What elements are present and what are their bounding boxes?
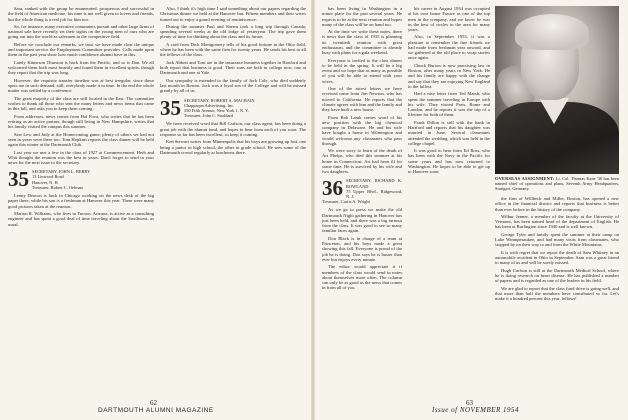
paragraph: We are glad to report that the class fund drive is going well, and that more than half the members have contributed so far. Let's make it a hundred percent this year, fellows!	[495, 285, 619, 302]
paragraph: A card from Dick Montgomery tells of his good fortune in the Ohio field, where he has been with the same firm for twenty years. He sends his best to all the fellows of the class.	[160, 41, 306, 58]
page-number: 63	[466, 399, 473, 407]
class-entry-header	[8, 169, 154, 190]
right-page	[314, 0, 628, 420]
class-entry-header	[160, 98, 306, 119]
paragraph: Lenny Deacon is back in Chicago working on the news desk of the big paper there, while his son is a freshman at Hanover this year. There were many good pictures taken at the reunion.	[8, 193, 154, 209]
paragraph: George Tyler and family spent the summer at their camp on Lake Winnipesaukee, and had many visits from classmates, who stopped by on their way to and from the White Mountains.	[495, 231, 619, 248]
paragraph: During the summer Paul and Sherm took a long trip through Canada, spending several weeks at the old lodge of yesteryear. The trip gave them plenty of time for thinking about the class and its future.	[160, 23, 306, 40]
paragraph: At the time we write these notes, there is news that the class of 1935 is planning its twentieth reunion with great enthusiasm, and the committee is already busy with plans for a gala weekend.	[322, 29, 402, 56]
entry-line: Treasurer, John C. Stoddard	[184, 113, 234, 119]
paragraph: the firm of Willbeck and Miller, Boston, has opened a new office in the financial district and reports that business is better than ever before in the history of the company.	[495, 196, 619, 212]
photo-hair	[515, 14, 589, 50]
portrait-photo	[495, 6, 619, 174]
entry-line: Treasurer, Robert C. Oelman	[32, 184, 83, 190]
page-number: 62	[150, 399, 157, 407]
class-year-number: 36	[322, 178, 343, 201]
paragraph: Don Black is in charge of a team at Princeton, and his boys made a great showing this fall. Everyone is proud of the job he is doing. Don says he is busier than ever but enjoys every minute.	[322, 235, 402, 262]
entry-line: Treasurer, Curtis A. Wright	[322, 199, 370, 205]
entry-line: SECRETARY, ROBERT A. MACBAIN	[184, 97, 255, 103]
magazine-footer: DARTMOUTH ALUMNI MAGAZINE	[98, 407, 214, 414]
entry-line: 75 Upper Blvd., Ridgewood, N. J.	[346, 188, 402, 200]
paragraph: So, for instance, many executive commuters pursuit and other large firms of national sale have recently set their sights on the young men of ours who are going out into the world as salesmen in the competitive field.	[8, 23, 154, 40]
paragraph: Marion R. Williams, who lives in Tucson, Arizona, is active as a consulting engineer and has spent a good deal of time traveling about the Southwest, as usual.	[8, 211, 154, 227]
paragraph: Hugh Carlson is still at the Dartmouth Medical School, where he is doing research on heart disease. He has published a number of papers and is regarded as one of the leaders in his field.	[495, 267, 619, 284]
entry-line: Chappaqua Advertising, Inc.	[184, 102, 235, 108]
paragraph: Chuck Burton is now practicing law in Boston, after many years in New York. He and his family are happy with the change and say that they are enjoying New England to the fullest.	[408, 62, 490, 89]
entry-line: Hanover, N. H.	[32, 179, 59, 185]
paragraph: Frank Dillon is still with the bank in Hartford and reports that his daughter was married in June. Several classmates attended the wedding, which was held in the college chapel.	[408, 119, 490, 146]
paragraph: Sara, ranked with the group he enumerated, prosperous and successful in the field of American medicine; his time is not well given to lovers and friends, but the whole thing is a real job for him too.	[8, 6, 154, 22]
paragraph: However, the requisite transfer timeline was at best irregular, since these spots are in such demand; still, everybody made it in time. In the end the whole matter was settled by a conference.	[8, 77, 154, 94]
paragraph: Saw Lew and Judy at the Homecoming game; plenty of others we had not seen in years were there too. Tom Hopkins reports the class dinner will be held again this winter at the Dartmouth Club.	[8, 131, 154, 148]
paragraph: Before we conclude our remarks, we trust we have made clear the unique and important service the Employment Committee provides. Calls made upon them in the past year show how much confidence alumni have in this.	[8, 41, 154, 58]
paragraph: The editor would appreciate it if members of the class would send in notes about themselves more often. The column can only be as good as the news that comes in from all of you.	[322, 264, 402, 291]
paragraph: Wilbur Jenner, a member of the faculty at the University of Vermont, has been named head of the department of English. He has been at Burlington since 1940 and is well known.	[495, 213, 619, 230]
entry-line: 350 Fifth Avenue, New York 1, N. Y.	[184, 107, 249, 113]
photo-caption	[495, 176, 619, 191]
caption-text: Lt. Col. Thomas Kane '36 has been named chief of operations and plans, Seventh Army Headquarters, Stuttgart, Germany.	[495, 176, 619, 192]
entry-line: SECRETARY, RICHARD K. ROWLAND	[346, 178, 402, 189]
paragraph: Had a nice letter from Ted Marsh, who spent the summer traveling in Europe with his wife. They visited Paris, Rome and London, and he reports it was the trip of a lifetime for both of them.	[408, 91, 490, 118]
paragraph: Jack Abbott and Tom are in the insurance business together in Hartford and both report that business is good. Their sons are both in college now, one at Dartmouth and one at Yale.	[160, 59, 306, 76]
paragraph: The great majority of the class are still located in the East. The committee wishes to thank all those who sent the many letters and news items that came in this fall, and asks you to keep them coming.	[8, 95, 154, 112]
paragraph: Last year we met a few in the class of 1927 at Commencement. Herb and Whit thought the reunion was the best in years. Don't forget to send in your news for the next issue to the secretary.	[8, 149, 154, 165]
class-entry-header	[322, 178, 402, 204]
paragraph: his career in August 1934 was occupied at his own home France as one of the top men in the company, and we know he was in the best of circles in the area for many years.	[408, 6, 490, 32]
paragraph: From addresses, news comes from Hal Frost, who writes that he has been retiring as an active partner, though still living in New Hampshire, writes that his family visited the campus this summer.	[8, 113, 154, 130]
paragraph: Everyone is invited to the class dinner to be held in the spring. It will be a big event and we hope that as many as possible of you will be able to attend with your wives.	[322, 57, 402, 84]
left-column-2	[160, 6, 306, 378]
paragraph: From Bob Lamb comes word of his new position with the big chemical company in Delaware. He and his wife have bought a home in Wilmington and would welcome any classmates who pass through.	[322, 114, 402, 146]
right-column-1	[322, 6, 402, 378]
paragraph: It is with regret that we report the death of Sam Whitney in an automobile accident in Ohio in September. Sam was a great friend to many of us and will be sorely missed.	[495, 249, 619, 266]
class-year-number: 35	[8, 169, 29, 191]
paragraph: We have received word that Bill Carlson, our class agent, has been doing a great job with the alumni fund, and hopes to hear from each of you soon. The response so far has been excellent, so keep it coming.	[160, 121, 306, 137]
right-column-3	[495, 196, 619, 380]
paragraph: Our sympathy is extended to the family of Jack Cole, who died suddenly last month in Boston. Jack was a loyal son of the College and will be missed greatly by all of us.	[160, 77, 306, 94]
paragraph: has been living in Washington in a minor place for the past several years. He expects to be at the next reunion and hopes many of the class will be on hand too.	[322, 6, 402, 27]
issue-footer: Issue of NOVEMBER 1954	[432, 406, 520, 414]
entry-line: SECRETARY, JOHN L. BERRY	[32, 169, 91, 175]
entry-line: 13 Linwood Road	[32, 174, 64, 180]
class-year-number: 35	[160, 97, 181, 119]
paragraph: Also, I think it's high time I said something about our papers regarding the Christmas dinner we held at the Hanover Inn. Fifteen members and their wives turned out to enjoy a grand evening of reminiscence.	[160, 6, 306, 22]
paragraph: We were sorry to learn of the death of Art Phelps, who died this summer at his home in Connecticut. Art had been ill for some time. He is survived by his wife and two daughters.	[322, 148, 402, 175]
paragraph: Ken Stewart writes from Minneapolis that his boys are growing up fast, one being a junior in high school, the other in grade school. He sees some of the Dartmouth crowd regularly at luncheons there.	[160, 139, 306, 155]
right-column-2	[408, 6, 490, 378]
caption-heading: OVERSEAS ASSIGNMENT:	[495, 176, 555, 181]
paragraph: One of the nicest letters we have received came from Jim Newton, who has moved to California. He reports that the climate agrees with him and the family and they have built a new house.	[322, 86, 402, 113]
paragraph: Also, in September 1953, it was a pleasure to remember the fine friends we had made from freshman year onward, and we gathered at the old place to swap stories once again.	[408, 34, 490, 61]
left-column-1	[8, 6, 154, 378]
paragraph: Lately Kinneson Thurston is back from the Pacific, and so is Dan. We all welcomed them both most heartily and found them in excellent spirits, though they report that the trip was long.	[8, 59, 154, 76]
paragraph: As we go to press we make the old Dartmouth Night gathering in Hanover has just been held, and there was a big turnout from the class. It was good to see so many familiar faces again.	[322, 207, 402, 234]
paragraph: It was good to hear from Ed Ross, who has been with the Navy in the Pacific for some years and has now returned to Washington. He hopes to be able to get up to Hanover soon.	[408, 148, 490, 175]
